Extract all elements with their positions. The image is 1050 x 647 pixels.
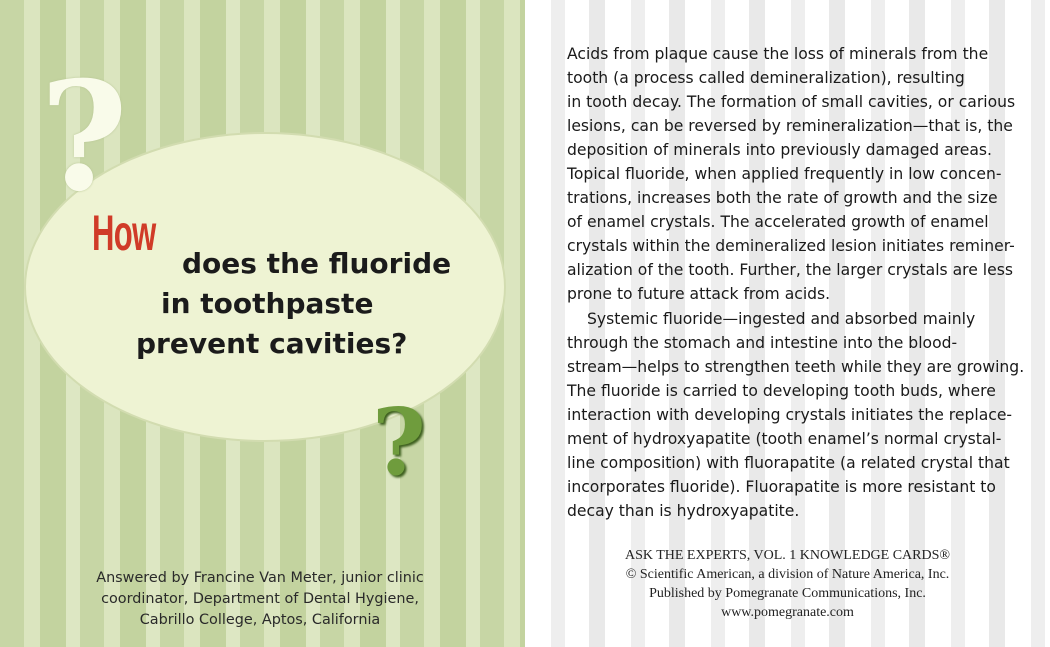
- answer-line: in tooth decay. The formation of small cavities, or carious: [567, 93, 1016, 111]
- publisher-footer: [525, 546, 1050, 622]
- answer-line: The fluoride is carried to developing tooth buds, where: [567, 382, 996, 400]
- answered-by-line-3: Cabrillo College, Aptos, California: [139, 612, 381, 628]
- question-mark-small-icon: ?: [372, 388, 426, 496]
- answered-by-line-2: coordinator, Department of Dental Hygiene,: [101, 591, 419, 607]
- question-mark-large-icon: ?: [40, 49, 128, 225]
- answer-panel: [525, 0, 1050, 647]
- answer-line: stream—helps to strengthen teeth while they are growing.: [567, 358, 1025, 376]
- footer-series-title: ASK THE EXPERTS, VOL. 1 KNOWLEDGE CARDS®: [624, 548, 951, 563]
- answer-line: interaction with developing crystals initiates the replace-: [567, 406, 1013, 424]
- answer-line: through the stomach and intestine into the blood-: [567, 334, 958, 352]
- answer-line: lesions, can be reversed by remineralization—that is, the: [567, 117, 1013, 135]
- answer-line: ment of hydroxyapatite (tooth enamel’s normal crystal-: [567, 430, 1002, 448]
- answer-line: Acids from plaque cause the loss of minerals from the: [567, 45, 989, 63]
- answer-line: trations, increases both the rate of growth and the size: [567, 189, 998, 207]
- answer-line: of enamel crystals. The accelerated growth of enamel: [567, 213, 989, 231]
- answer-line: line composition) with fluorapatite (a related crystal that: [567, 454, 1010, 472]
- answer-line: deposition of minerals into previously damaged areas.: [567, 141, 992, 159]
- answered-by: [90, 568, 430, 631]
- footer-copyright: © Scientific American, a division of Nature America, Inc.: [625, 567, 950, 582]
- question-line-2: in toothpaste: [161, 287, 374, 320]
- answer-line: decay than is hydroxyapatite.: [567, 502, 800, 520]
- answer-line: Systemic fluoride—ingested and absorbed mainly: [587, 310, 976, 328]
- question-line-3: prevent cavities?: [136, 327, 408, 360]
- answer-line: alization of the tooth. Further, the larger crystals are less: [567, 261, 1013, 279]
- answered-by-line-1: Answered by Francine Van Meter, junior clinic: [96, 570, 424, 586]
- answer-line: incorporates fluoride). Fluorapatite is more resistant to: [567, 478, 996, 496]
- question-line-1: does the fluoride: [182, 247, 452, 280]
- answer-line: prone to future attack from acids.: [567, 285, 831, 303]
- answer-line: tooth (a process called demineralization), resulting: [567, 69, 965, 87]
- footer-publisher: Published by Pomegranate Communications, Inc.: [649, 586, 926, 601]
- footer-website: www.pomegranate.com: [721, 605, 854, 620]
- answer-line: crystals within the demineralized lesion initiates reminer-: [567, 237, 1015, 255]
- question-how-word: How: [92, 205, 156, 261]
- answer-line: Topical fluoride, when applied frequently in low concen-: [567, 165, 1002, 183]
